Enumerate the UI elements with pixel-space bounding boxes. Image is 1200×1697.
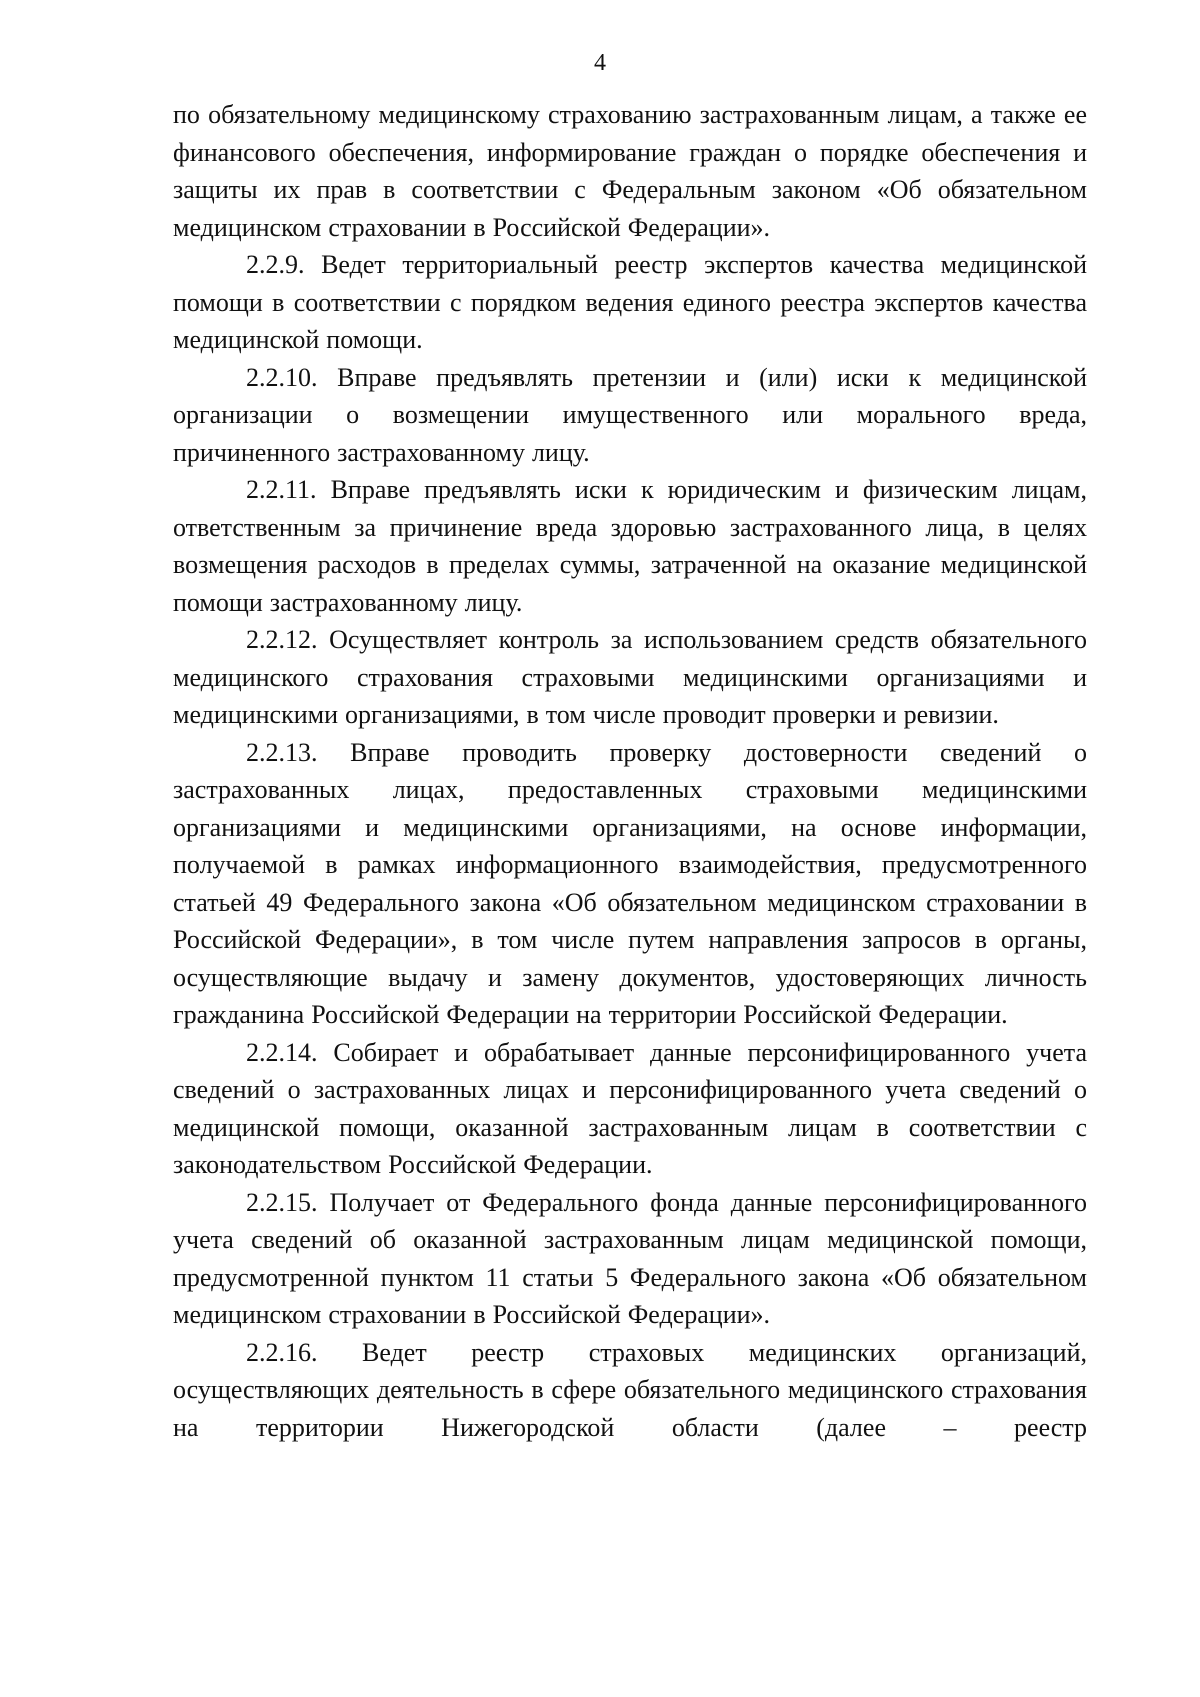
paragraph-2-2-12: 2.2.12. Осуществляет контроль за использованием средств обязательного медицинского страхования страховыми медицинскими организациями и медицинскими организациями, в том числе проводит проверки и ревизии. (173, 625, 1087, 729)
paragraph-2-2-11: 2.2.11. Вправе предъявлять иски к юридическим и физическим лицам, ответственным за причинение вреда здоровью застрахованного лица, в целях возмещения расходов в пределах суммы, затраченной на оказание медицинской помощи застрахованному лицу. (173, 475, 1087, 617)
paragraph-continuation: по обязательному медицинскому страхованию застрахованным лицам, а также ее финансового обеспечения, информирование граждан о порядке обеспечения и защиты их прав в соответствии с Федеральным законом «Об обязательном медицинском страховании в Российской Федерации». (173, 100, 1087, 242)
paragraph-2-2-15: 2.2.15. Получает от Федерального фонда данные персонифицированного учета сведений об оказанной застрахованным лицам медицинской помощи, предусмотренной пунктом 11 статьи 5 Федерального закона «Об обязательном медицинском страховании в Российской Федерации». (173, 1187, 1087, 1329)
paragraph-2-2-14: 2.2.14. Собирает и обрабатывает данные персонифицированного учета сведений о застрахованных лицах и персонифицированного учета сведений о медицинской помощи, оказанной застрахованным лицам в соответствии с законодательством Российской Федерации. (173, 1037, 1087, 1179)
paragraph-2-2-9: 2.2.9. Ведет территориальный реестр экспертов качества медицинской помощи в соответствии с порядком ведения единого реестра экспертов качества медицинской помощи. (173, 250, 1087, 354)
document-body (173, 96, 1087, 1446)
paragraph-2-2-10: 2.2.10. Вправе предъявлять претензии и (или) иски к медицинской организации о возмещении имущественного или морального вреда, причиненного застрахованному лицу. (173, 362, 1087, 467)
paragraph-2-2-13: 2.2.13. Вправе проводить проверку достоверности сведений о застрахованных лицах, предоставленных страховыми медицинскими организациями и медицинскими организациями, на основе информации, получаемой в рамках информационного взаимодействия, предусмотренного статьей 49 Федерального закона «Об обязательном медицинском страховании в Российской Федерации», в том числе путем направления запросов в органы, осуществляющие выдачу и замену документов, удостоверяющих личность гражданина Российской Федерации на территории Российской Федерации. (173, 737, 1087, 1029)
page-number: 4 (594, 50, 606, 76)
paragraph-2-2-16: 2.2.16. Ведет реестр страховых медицинских организаций, осуществляющих деятельность в сфере обязательного медицинского страхования на территории Нижегородской области (далее – реестр (173, 1337, 1087, 1442)
